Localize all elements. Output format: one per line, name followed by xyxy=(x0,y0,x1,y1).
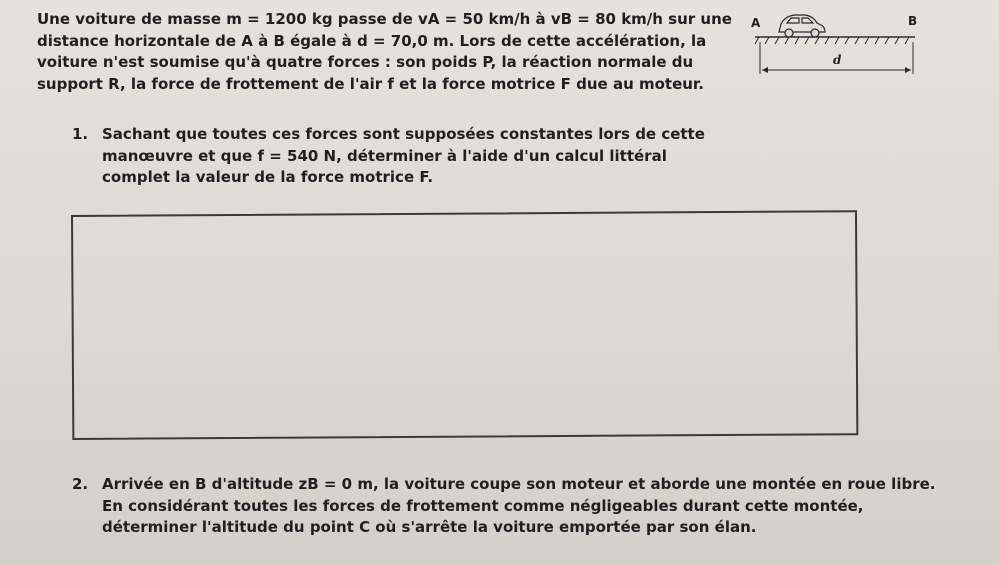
question-line: En considérant toutes les forces de frottement comme négligeables durant cette montée, xyxy=(102,496,864,515)
car-icon xyxy=(779,15,825,37)
question-line: Arrivée en B d'altitude zB = 0 m, la voiture coupe son moteur et aborde une montée en roue libre. xyxy=(102,475,936,493)
question-2 xyxy=(72,474,942,539)
question-number: 1. xyxy=(72,125,89,143)
question-line: manœuvre et que f = 540 N, déterminer à l'aide d'un calcul littéral xyxy=(102,146,667,165)
arrow-head-left xyxy=(762,67,768,73)
question-number: 2. xyxy=(72,475,89,493)
arrow-head-right xyxy=(905,67,911,73)
statement-line: distance horizontale de A à B égale à d = 70,0 m. Lors de cette accélération, la xyxy=(37,31,707,50)
question-line: déterminer l'altitude du point C où s'arrête la voiture emportée par son élan. xyxy=(102,518,757,536)
ground-hatching xyxy=(755,37,909,44)
statement-line: Une voiture de masse m = 1200 kg passe de vA = 50 km/h à vB = 80 km/h sur une xyxy=(37,10,732,28)
question-line: complet la valeur de la force motrice F. xyxy=(102,168,434,186)
problem-statement xyxy=(37,9,732,95)
question-line: Sachant que toutes ces forces sont supposées constantes lors de cette xyxy=(102,125,705,143)
car-diagram-drawing xyxy=(745,4,925,84)
statement-line: voiture n'est soumise qu'à quatre forces : son poids P, la réaction normale du xyxy=(37,53,694,71)
question-1 xyxy=(72,124,705,189)
car-diagram xyxy=(745,4,925,84)
answer-box[interactable] xyxy=(71,210,858,440)
statement-line: support R, la force de frottement de l'air f et la force motrice F due au moteur. xyxy=(37,74,704,93)
point-b-label: B xyxy=(908,14,918,28)
distance-label: d xyxy=(833,53,842,67)
point-a-label: A xyxy=(751,16,761,30)
